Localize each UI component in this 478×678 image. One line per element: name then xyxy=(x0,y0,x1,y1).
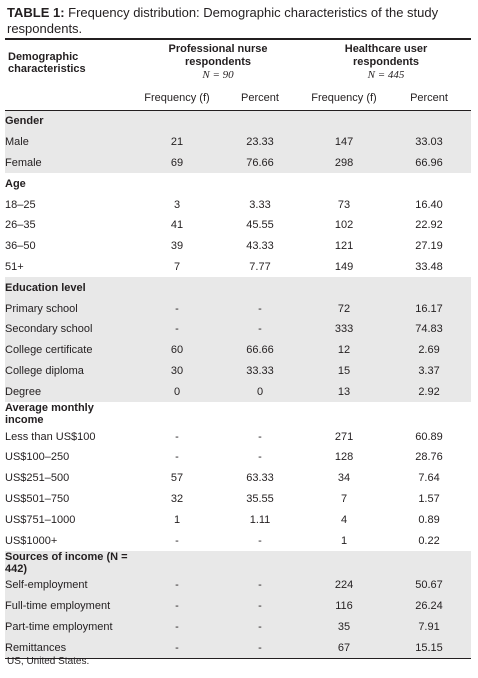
cell-nf xyxy=(135,277,219,298)
header-user-line1: Healthcare user xyxy=(344,43,428,55)
section-label: Sources of income (N = 442) xyxy=(5,551,135,575)
cell-nf xyxy=(135,551,219,575)
cell-np xyxy=(219,551,301,575)
table-row xyxy=(5,509,471,530)
section-label: Age xyxy=(5,177,26,190)
cell-hp: 15.15 xyxy=(387,637,471,658)
cell-np: 63.33 xyxy=(246,472,274,485)
cell-nf: 57 xyxy=(170,472,184,485)
cell-hf: 7 xyxy=(340,492,348,505)
header-characteristics-line2: characteristics xyxy=(8,62,86,75)
cell-nf xyxy=(135,111,219,132)
table-row xyxy=(5,489,471,510)
row-label: US$501–750 xyxy=(5,492,70,505)
cell-hp: 1.57 xyxy=(418,492,440,505)
cell-np: - xyxy=(219,617,301,638)
cell-hf: 121 xyxy=(334,240,354,253)
section-label: Education level xyxy=(5,277,135,298)
cell-hp: 7.91 xyxy=(387,617,471,638)
cell-np: - xyxy=(219,596,301,617)
row-label: 51+ xyxy=(5,260,24,273)
cell-hf: 34 xyxy=(337,472,351,485)
subheader-nurse-frequency: Frequency (f) xyxy=(135,85,219,111)
cell-hf: 333 xyxy=(301,319,387,340)
cell-hf xyxy=(301,173,387,194)
header-characteristics xyxy=(5,40,135,85)
cell-hp: 33.03 xyxy=(387,132,471,153)
table-section-row xyxy=(5,111,471,132)
cell-np: 1.11 xyxy=(249,513,271,526)
table-row xyxy=(5,215,471,236)
table-row xyxy=(5,194,471,215)
table-row xyxy=(5,132,471,153)
cell-hp xyxy=(387,402,471,426)
cell-nf: - xyxy=(175,534,179,547)
cell-nf xyxy=(135,402,219,426)
table-row xyxy=(5,340,471,361)
cell-hp xyxy=(387,277,471,298)
cell-hp: 16.17 xyxy=(387,298,471,319)
table-section-row xyxy=(5,551,471,575)
row-label: Remittances xyxy=(5,637,135,658)
row-label: Full-time employment xyxy=(5,596,135,617)
table-row xyxy=(5,257,471,278)
table-body xyxy=(5,111,471,659)
cell-hf: 298 xyxy=(301,153,387,174)
cell-nf: 1 xyxy=(173,513,181,526)
table-row xyxy=(5,361,471,382)
table-row xyxy=(5,617,471,638)
cell-hp: 22.92 xyxy=(415,219,443,232)
cell-hf: 15 xyxy=(301,361,387,382)
table-row xyxy=(5,596,471,617)
cell-np: 45.55 xyxy=(246,219,274,232)
cell-hp: 7.64 xyxy=(418,472,440,485)
cell-np: 35.55 xyxy=(246,492,274,505)
cell-hp: 27.19 xyxy=(415,240,443,253)
cell-np: - xyxy=(219,575,301,596)
cell-hp: 0.89 xyxy=(418,513,440,526)
cell-np xyxy=(219,402,301,426)
header-user-line2: respondents xyxy=(353,56,420,68)
table-row xyxy=(5,468,471,489)
row-label: College diploma xyxy=(5,361,135,382)
cell-hf: 224 xyxy=(301,575,387,596)
subheader-nurse-percent: Percent xyxy=(219,85,301,111)
cell-nf: 21 xyxy=(135,132,219,153)
table-section-row xyxy=(5,277,471,298)
table-footnote: US, United States. xyxy=(7,656,90,667)
cell-hp: 2.69 xyxy=(387,340,471,361)
row-label: College certificate xyxy=(5,340,135,361)
cell-hp: 26.24 xyxy=(387,596,471,617)
cell-hf: 1 xyxy=(340,534,348,547)
row-label: US$751–1000 xyxy=(5,513,76,526)
row-label: US$100–250 xyxy=(5,451,70,464)
table-caption xyxy=(7,5,471,37)
row-label: Secondary school xyxy=(5,319,135,340)
row-label: Less than US$100 xyxy=(5,430,96,443)
cell-hf: 102 xyxy=(334,219,354,232)
cell-hp xyxy=(387,111,471,132)
subheader-user-frequency: Frequency (f) xyxy=(301,85,387,111)
cell-hp: 74.83 xyxy=(387,319,471,340)
table-row xyxy=(5,447,471,468)
cell-nf: - xyxy=(135,298,219,319)
cell-np: 66.66 xyxy=(219,340,301,361)
table-caption-text: Frequency distribution: Demographic characteristics of the study respondents. xyxy=(7,5,439,36)
cell-np: - xyxy=(258,430,262,443)
table-section-row xyxy=(5,173,471,194)
cell-hp: 0.22 xyxy=(418,534,440,547)
cell-hp: 28.76 xyxy=(415,451,443,464)
frequency-table xyxy=(5,40,471,659)
cell-nf: - xyxy=(135,596,219,617)
table-row xyxy=(5,236,471,257)
header-nurse-n: N = 90 xyxy=(202,69,234,81)
row-label: 26–35 xyxy=(5,219,36,232)
cell-np xyxy=(219,111,301,132)
cell-np: - xyxy=(258,451,262,464)
cell-nf: 30 xyxy=(135,361,219,382)
table-row xyxy=(5,153,471,174)
cell-nf: 32 xyxy=(170,492,184,505)
cell-hf: 116 xyxy=(301,596,387,617)
row-label: Degree xyxy=(5,381,135,402)
cell-nf: 7 xyxy=(173,260,181,273)
cell-nf: - xyxy=(135,575,219,596)
header-user-group xyxy=(301,40,471,85)
section-label: Gender xyxy=(5,111,135,132)
cell-hf: 73 xyxy=(337,198,351,211)
table-row xyxy=(5,319,471,340)
cell-hf: 72 xyxy=(301,298,387,319)
cell-hp: 66.96 xyxy=(387,153,471,174)
cell-nf: - xyxy=(135,617,219,638)
cell-hf xyxy=(301,111,387,132)
cell-nf: 41 xyxy=(170,219,184,232)
cell-hp: 60.89 xyxy=(415,430,443,443)
table-header-row xyxy=(5,40,471,85)
cell-np: 76.66 xyxy=(219,153,301,174)
row-label: US$1000+ xyxy=(5,534,58,547)
row-label: US$251–500 xyxy=(5,472,70,485)
row-label: Female xyxy=(5,153,135,174)
cell-hp: 50.67 xyxy=(387,575,471,596)
cell-hf xyxy=(301,277,387,298)
cell-np: 7.77 xyxy=(249,260,271,273)
row-label: Primary school xyxy=(5,298,135,319)
cell-hp xyxy=(387,173,471,194)
row-label: 18–25 xyxy=(5,198,36,211)
cell-nf: - xyxy=(135,319,219,340)
cell-hp xyxy=(387,551,471,575)
cell-hf: 4 xyxy=(340,513,348,526)
cell-np xyxy=(219,277,301,298)
table-row xyxy=(5,426,471,447)
table-caption-label: TABLE 1: xyxy=(7,5,65,20)
row-label: Part-time employment xyxy=(5,617,135,638)
cell-np: 0 xyxy=(219,381,301,402)
cell-hp: 2.92 xyxy=(387,381,471,402)
cell-hf: 12 xyxy=(301,340,387,361)
cell-nf: - xyxy=(135,637,219,658)
cell-hf: 149 xyxy=(334,260,354,273)
subheader-user-percent: Percent xyxy=(387,85,471,111)
table-subheader-row xyxy=(5,85,471,111)
cell-nf: - xyxy=(175,451,179,464)
subheader-empty xyxy=(5,85,135,111)
cell-hf: 35 xyxy=(301,617,387,638)
header-characteristics-line1: Demographic xyxy=(8,50,79,63)
cell-np: 23.33 xyxy=(219,132,301,153)
row-label: Male xyxy=(5,132,135,153)
row-label: Self-employment xyxy=(5,575,135,596)
cell-hf: 67 xyxy=(301,637,387,658)
cell-hf xyxy=(301,551,387,575)
cell-np: - xyxy=(219,637,301,658)
cell-hp: 33.48 xyxy=(415,260,443,273)
header-nurse-line1: Professional nurse xyxy=(168,43,268,55)
cell-hf: 128 xyxy=(334,451,354,464)
table-row xyxy=(5,381,471,402)
table-section-row xyxy=(5,402,471,426)
header-nurse-line2: respondents xyxy=(185,56,252,68)
cell-nf: - xyxy=(175,430,179,443)
table-row xyxy=(5,530,471,551)
section-label: Average monthly income xyxy=(5,402,94,427)
cell-np xyxy=(219,173,301,194)
cell-nf: 39 xyxy=(170,240,184,253)
cell-hp: 3.37 xyxy=(387,361,471,382)
cell-nf xyxy=(135,173,219,194)
cell-hf: 271 xyxy=(334,430,354,443)
cell-np: 33.33 xyxy=(219,361,301,382)
table-row xyxy=(5,575,471,596)
table-row xyxy=(5,298,471,319)
header-user-n: N = 445 xyxy=(367,69,405,81)
cell-hf: 13 xyxy=(301,381,387,402)
cell-np: - xyxy=(219,319,301,340)
cell-hf xyxy=(301,402,387,426)
cell-hp: 16.40 xyxy=(415,198,443,211)
cell-nf: 3 xyxy=(173,198,181,211)
cell-hf: 147 xyxy=(301,132,387,153)
cell-nf: 0 xyxy=(135,381,219,402)
cell-np: - xyxy=(219,298,301,319)
cell-np: - xyxy=(258,534,262,547)
row-label: 36–50 xyxy=(5,240,36,253)
cell-np: 43.33 xyxy=(246,240,274,253)
cell-np: 3.33 xyxy=(249,198,271,211)
header-nurse-group xyxy=(135,40,301,85)
cell-nf: 69 xyxy=(135,153,219,174)
cell-nf: 60 xyxy=(135,340,219,361)
